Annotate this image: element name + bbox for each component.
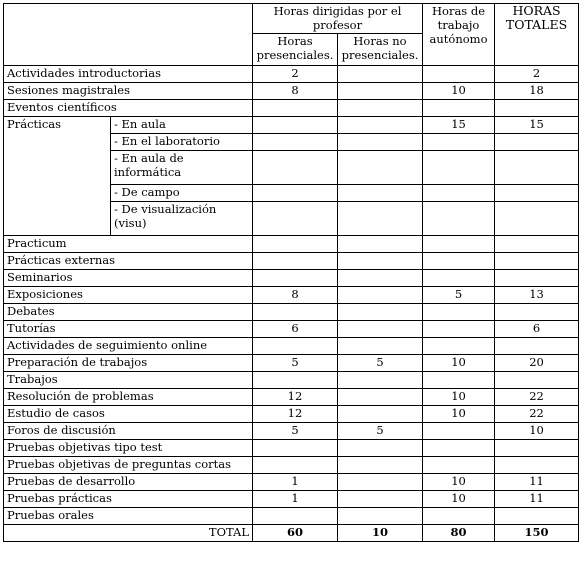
total-value: 10 — [495, 423, 579, 440]
no-presenciales-value — [338, 134, 423, 151]
total-row — [4, 525, 579, 542]
presenciales-value — [253, 253, 338, 270]
presenciales-value: 2 — [253, 66, 338, 83]
no-presenciales-value — [338, 100, 423, 117]
autonomo-value — [423, 423, 495, 440]
table-row — [4, 287, 579, 304]
activity-label: Pruebas orales — [4, 508, 253, 525]
autonomo-value — [423, 134, 495, 151]
autonomo-value — [423, 270, 495, 287]
table-row — [4, 236, 579, 253]
presenciales-value: 5 — [253, 355, 338, 372]
activity-label: Pruebas objetivas de preguntas cortas — [4, 457, 253, 474]
total-value — [495, 372, 579, 389]
total-value: 18 — [495, 83, 579, 100]
practicas-label: Prácticas — [4, 117, 111, 236]
no-presenciales-value — [338, 117, 423, 134]
hours-table-container — [3, 3, 579, 542]
total-value: 20 — [495, 355, 579, 372]
no-presenciales-value — [338, 253, 423, 270]
table-row — [4, 508, 579, 525]
autonomo-value — [423, 185, 495, 202]
presenciales-value — [253, 457, 338, 474]
presenciales-value — [253, 185, 338, 202]
presenciales-value — [253, 304, 338, 321]
total-value: 22 — [495, 406, 579, 423]
presenciales-value: 5 — [253, 423, 338, 440]
autonomo-value — [423, 304, 495, 321]
no-presenciales-value — [338, 474, 423, 491]
presenciales-value: 6 — [253, 321, 338, 338]
presenciales-value — [253, 236, 338, 253]
practicas-sub-label: - En aula de informática — [111, 151, 253, 185]
autonomo-value: 10 — [423, 83, 495, 100]
activity-label: Eventos científicos — [4, 100, 253, 117]
table-row — [4, 83, 579, 100]
total-value — [495, 338, 579, 355]
activity-label: Sesiones magistrales — [4, 83, 253, 100]
total-value — [495, 134, 579, 151]
no-presenciales-value — [338, 202, 423, 236]
autonomo-value: 15 — [423, 117, 495, 134]
total-value — [495, 508, 579, 525]
total-value — [495, 253, 579, 270]
presenciales-value — [253, 440, 338, 457]
presenciales-value — [253, 508, 338, 525]
activity-label: Tutorías — [4, 321, 253, 338]
activity-label: Foros de discusión — [4, 423, 253, 440]
total-value: 13 — [495, 287, 579, 304]
practicas-sub-label: - En aula — [111, 117, 253, 134]
no-presenciales-value — [338, 508, 423, 525]
no-presenciales-value — [338, 304, 423, 321]
presenciales-value — [253, 372, 338, 389]
activity-label: Seminarios — [4, 270, 253, 287]
autonomo-value — [423, 321, 495, 338]
no-presenciales-value — [338, 83, 423, 100]
presenciales-value — [253, 117, 338, 134]
table-row — [4, 457, 579, 474]
no-presenciales-value — [338, 66, 423, 83]
header-blank-cell — [4, 4, 253, 66]
no-presenciales-value — [338, 491, 423, 508]
table-row — [4, 338, 579, 355]
activity-label: Actividades introductorias — [4, 66, 253, 83]
activity-label: Pruebas prácticas — [4, 491, 253, 508]
header-no-presenciales: Horas no presenciales. — [338, 34, 423, 66]
no-presenciales-value — [338, 321, 423, 338]
total-autonomo: 80 — [423, 525, 495, 542]
autonomo-value — [423, 151, 495, 185]
autonomo-value — [423, 457, 495, 474]
no-presenciales-value — [338, 457, 423, 474]
activity-label: Pruebas objetivas tipo test — [4, 440, 253, 457]
no-presenciales-value — [338, 185, 423, 202]
activity-label: Actividades de seguimiento online — [4, 338, 253, 355]
total-value: 22 — [495, 389, 579, 406]
autonomo-value: 5 — [423, 287, 495, 304]
header-row-1 — [4, 4, 579, 34]
total-value — [495, 151, 579, 185]
autonomo-value — [423, 100, 495, 117]
no-presenciales-value — [338, 338, 423, 355]
presenciales-value — [253, 151, 338, 185]
table-row — [4, 440, 579, 457]
no-presenciales-value — [338, 287, 423, 304]
total-presenciales: 60 — [253, 525, 338, 542]
practicas-sub-label: - En el laboratorio — [111, 134, 253, 151]
total-value: 6 — [495, 321, 579, 338]
autonomo-value — [423, 66, 495, 83]
autonomo-value: 10 — [423, 355, 495, 372]
presenciales-value — [253, 100, 338, 117]
table-row — [4, 253, 579, 270]
activity-label: Pruebas de desarrollo — [4, 474, 253, 491]
autonomo-value: 10 — [423, 389, 495, 406]
autonomo-value — [423, 202, 495, 236]
activity-label: Resolución de problemas — [4, 389, 253, 406]
autonomo-value — [423, 253, 495, 270]
presenciales-value: 8 — [253, 83, 338, 100]
table-row — [4, 66, 579, 83]
presenciales-value: 1 — [253, 491, 338, 508]
no-presenciales-value — [338, 372, 423, 389]
no-presenciales-value — [338, 236, 423, 253]
table-row — [4, 355, 579, 372]
total-horas: 150 — [495, 525, 579, 542]
autonomo-value — [423, 508, 495, 525]
total-value — [495, 440, 579, 457]
table-row — [4, 372, 579, 389]
autonomo-value — [423, 236, 495, 253]
no-presenciales-value: 5 — [338, 423, 423, 440]
header-totales: HORAS TOTALES — [495, 4, 579, 66]
autonomo-value — [423, 338, 495, 355]
activity-label: Trabajos — [4, 372, 253, 389]
total-value — [495, 236, 579, 253]
presenciales-value — [253, 134, 338, 151]
total-value: 11 — [495, 491, 579, 508]
no-presenciales-value: 5 — [338, 355, 423, 372]
autonomo-value — [423, 372, 495, 389]
no-presenciales-value — [338, 270, 423, 287]
table-row — [4, 321, 579, 338]
presenciales-value — [253, 270, 338, 287]
total-value — [495, 457, 579, 474]
activity-label: Exposiciones — [4, 287, 253, 304]
table-row — [4, 491, 579, 508]
table-row — [4, 474, 579, 491]
autonomo-value: 10 — [423, 474, 495, 491]
total-value — [495, 304, 579, 321]
presenciales-value — [253, 338, 338, 355]
presenciales-value — [253, 202, 338, 236]
no-presenciales-value — [338, 389, 423, 406]
header-autonomo: Horas de trabajo autónomo — [423, 4, 495, 66]
table-row — [4, 389, 579, 406]
presenciales-value: 12 — [253, 389, 338, 406]
practicas-sub-label: - De campo — [111, 185, 253, 202]
presenciales-value: 1 — [253, 474, 338, 491]
total-value — [495, 185, 579, 202]
total-value — [495, 100, 579, 117]
activity-label: Estudio de casos — [4, 406, 253, 423]
autonomo-value: 10 — [423, 491, 495, 508]
header-dirigidas: Horas dirigidas por el profesor — [253, 4, 423, 34]
total-value — [495, 270, 579, 287]
presenciales-value: 8 — [253, 287, 338, 304]
practicas-sub-label: - De visualización (visu) — [111, 202, 253, 236]
activity-label: Practicum — [4, 236, 253, 253]
total-no-presenciales: 10 — [338, 525, 423, 542]
activity-label: Debates — [4, 304, 253, 321]
no-presenciales-value — [338, 151, 423, 185]
autonomo-value: 10 — [423, 406, 495, 423]
table-row — [4, 117, 579, 134]
hours-table — [3, 3, 579, 542]
table-row — [4, 304, 579, 321]
no-presenciales-value — [338, 406, 423, 423]
table-row — [4, 100, 579, 117]
activity-label: Prácticas externas — [4, 253, 253, 270]
total-value: 11 — [495, 474, 579, 491]
total-value: 2 — [495, 66, 579, 83]
total-value: 15 — [495, 117, 579, 134]
total-value — [495, 202, 579, 236]
activity-label: Preparación de trabajos — [4, 355, 253, 372]
presenciales-value: 12 — [253, 406, 338, 423]
table-row — [4, 270, 579, 287]
header-presenciales: Horas presenciales. — [253, 34, 338, 66]
autonomo-value — [423, 440, 495, 457]
table-row — [4, 423, 579, 440]
no-presenciales-value — [338, 440, 423, 457]
total-label: TOTAL — [4, 525, 253, 542]
table-row — [4, 406, 579, 423]
